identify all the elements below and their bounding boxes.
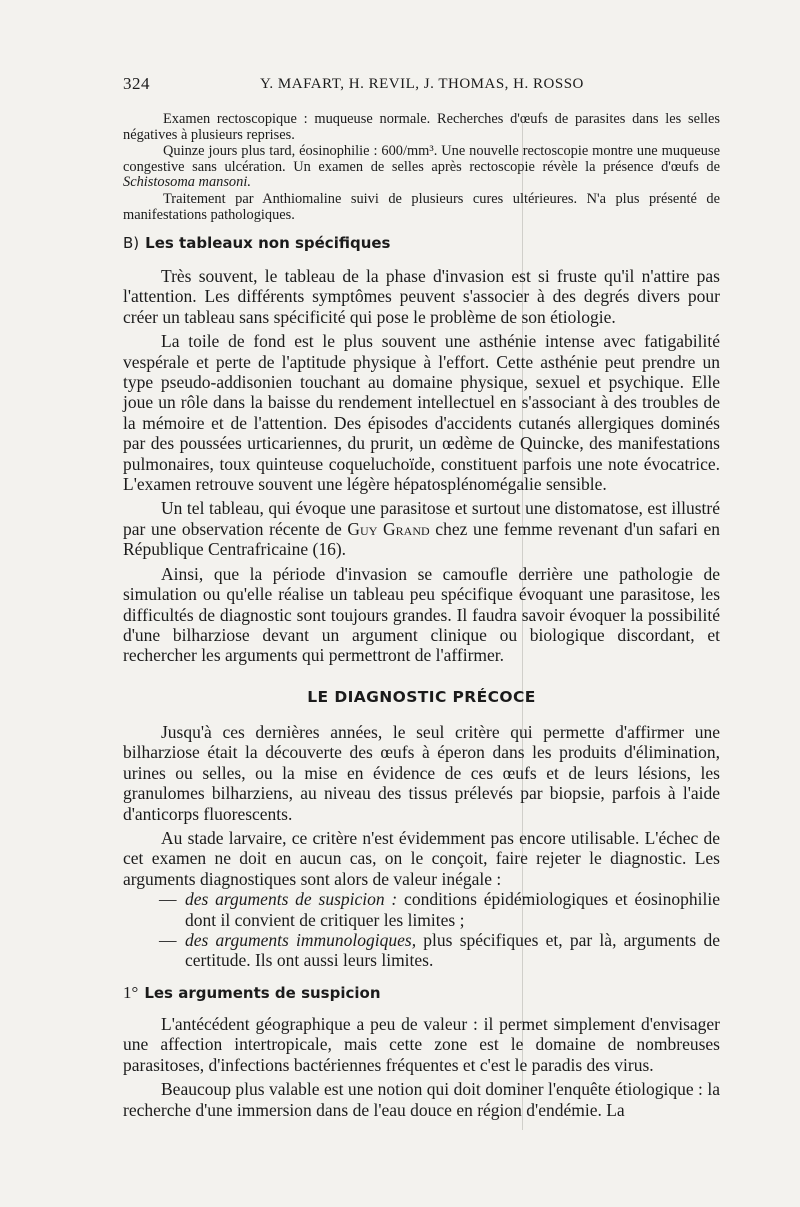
section-letter: B): [123, 234, 140, 252]
section-1-body: [123, 1014, 720, 1120]
paragraph: Beaucoup plus valable est une notion qui doit dominer l'enquête étiologique : la recherche d'une immersion dans de l'eau douce en région d'endémie. La: [123, 1079, 720, 1120]
paragraph: Un tel tableau, qui évoque une parasitose et surtout une distomatose, est illustré par une observation récente de Guy Grand chez une femme revenant d'un safari en République Centrafricaine (16).: [123, 498, 720, 560]
author-name: Guy Grand: [347, 518, 430, 539]
section-1-heading: [123, 983, 381, 1003]
case-notes: [123, 112, 720, 223]
case-note: Examen rectoscopique : muqueuse normale. Recherches d'œufs de parasites dans les selles négatives à plusieurs reprises.: [123, 111, 720, 143]
paragraph: Jusqu'à ces dernières années, le seul critère qui permette d'affirmer une bilharziose était la découverte des œufs à éperon dans les produits d'élimination, urines ou selles, ou la mise en évidence de ces œufs et de leurs lésions, les granulomes bilharziens, au niveau des tissus prélevés par biopsie, parfois à l'aide d'anticorps fluorescents.: [123, 722, 720, 824]
list-item: — des arguments de suspicion : conditions épidémiologiques et éosinophilie dont il convient de critiquer les limites ;: [159, 889, 720, 930]
paragraph: La toile de fond est le plus souvent une asthénie intense avec fatigabilité vespérale et perte de l'aptitude physique à l'effort. Cette asthénie peut prendre un type pseudo-addisonien touchant au domaine physique, sexuel et psychique. Elle joue un rôle dans la baisse du rendement intellectuel en s'associant à des troubles de la mémoire et de l'attention. Des épisodes d'accidents cutanés allergiques dominés par des poussées urticariennes, du prurit, un œdème de Quincke, des manifestations pulmonaires, toux quinteuse coqueluchoïde, constituent parfois une note évocatrice. L'examen retrouve souvent une légère hépatosplénomégalie sensible.: [123, 331, 720, 495]
paragraph: Au stade larvaire, ce critère n'est évidemment pas encore utilisable. L'échec de cet examen ne doit en aucun cas, on le conçoit, faire rejeter le diagnostic. Les arguments diagnostiques sont alors de valeur inégale :: [123, 828, 720, 889]
section-title: Les tableaux non spécifiques: [145, 234, 391, 252]
paragraph: L'antécédent géographique a peu de valeur : il permet simplement d'envisager une affection intertropicale, mais cette zone est le domaine de nombreuses parasitoses, d'infections bactériennes fréquentes et c'est le paradis des virus.: [123, 1014, 720, 1075]
header-authors: Y. MAFART, H. REVIL, J. THOMAS, H. ROSSO: [260, 76, 584, 92]
page-number: 324: [123, 74, 150, 93]
paragraph: Très souvent, le tableau de la phase d'invasion est si fruste qu'il n'attire pas l'attention. Les différents symptômes peuvent s'associer à des degrés divers pour créer un tableau sans spécificité qui pose le problème de son étiologie.: [123, 266, 720, 327]
section-title: Les arguments de suspicion: [144, 984, 381, 1002]
section-b-body: [123, 266, 720, 666]
list-item: — des arguments immunologiques, plus spécifiques et, par là, arguments de certitude. Ils ont aussi leurs limites.: [159, 930, 720, 971]
species-name: Schistosoma mansoni.: [123, 174, 251, 191]
paragraph: Ainsi, que la période d'invasion se camoufle derrière une pathologie de simulation ou qu'elle réalise un tableau peu spécifique évoquant une parasitose, les difficultés de diagnostic sont toujours grandes. Il faudra savoir évoquer la possibilité d'une bilharziose devant un argument clinique ou biologique discordant, et rechercher les arguments qui permettront de l'affirmer.: [123, 563, 720, 666]
case-note: Quinze jours plus tard, éosinophilie : 600/mm³. Une nouvelle rectoscopie montre une muqueuse congestive sans ulcération. Un examen de selles après rectoscopie révèle la présence d'œufs de Schistosoma mansoni.: [123, 143, 720, 191]
argument-list: [123, 889, 720, 971]
case-note: Traitement par Anthiomaline suivi de plusieurs cures ultérieures. N'a plus présenté de manifestations pathologiques.: [123, 190, 720, 223]
running-header: [123, 74, 718, 96]
early-diagnosis-body: [123, 722, 720, 971]
early-diagnosis-heading: LE DIAGNOSTIC PRÉCOCE: [307, 688, 536, 706]
section-number: 1°: [123, 983, 139, 1002]
section-b-heading: [123, 234, 390, 252]
